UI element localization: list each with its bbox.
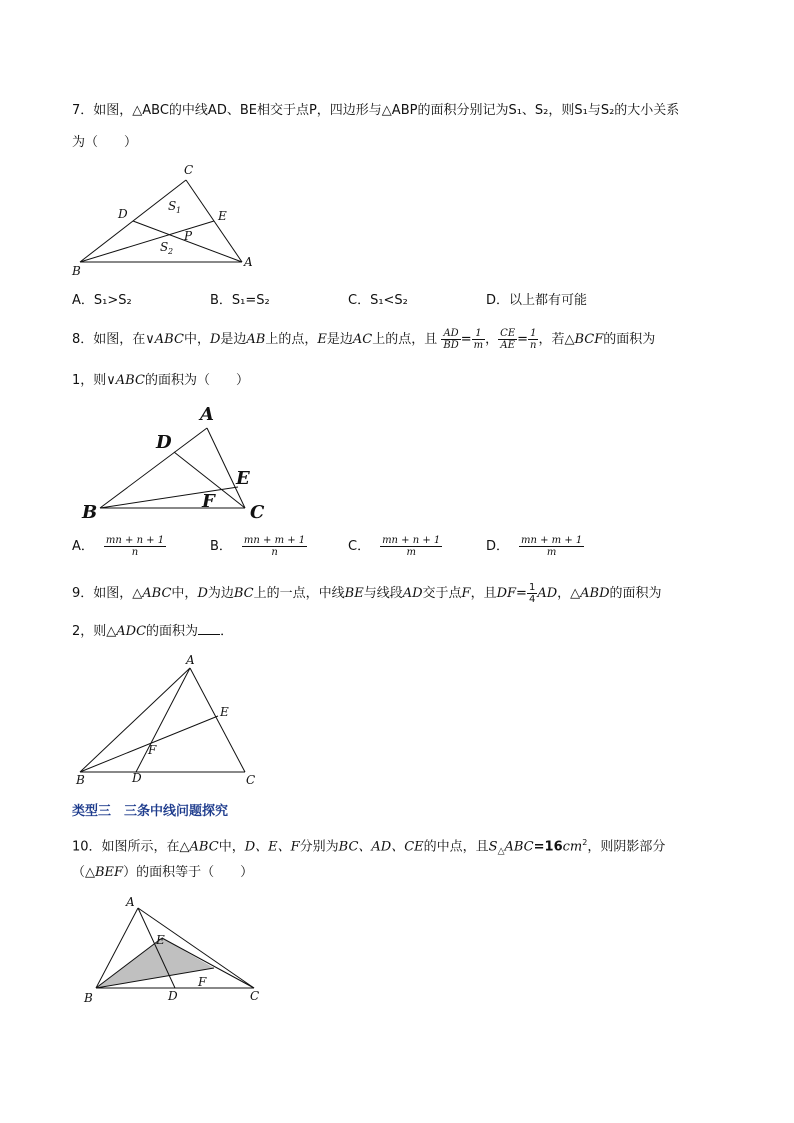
q9-answer-blank[interactable] [198, 622, 220, 635]
q8-label-b: B [82, 502, 98, 523]
q7-label-d: D [118, 207, 128, 221]
q8-math-ab: AB [246, 332, 266, 347]
q9-figure [68, 648, 278, 788]
q7-stem-line2: 为（ ） [72, 135, 138, 150]
q7-label-s1: S [168, 199, 177, 213]
q8-math-bcf: BCF [574, 332, 604, 347]
q9-stem-line2: 2，则△ADC的面积为 ． [72, 624, 234, 639]
q9-segment-ad [136, 668, 190, 772]
q8-cevian-be [100, 487, 238, 508]
q9-stem-line1: 9．如图，△ABC中，D为边BC上的一点，中线BE与线段AD交于点F，且DF= $\frac{1}{4}$ AD，△ABD的面积为 [72, 582, 662, 605]
q8-fraction-1-m: $\frac{1}{m}$ [473, 328, 484, 351]
q8-math-tri: ∨ABC [145, 332, 184, 347]
q8-label-d: D [156, 432, 172, 453]
q9-label-c: C [246, 773, 256, 787]
q8-text-mid7: 的面积为 [603, 332, 656, 347]
q8-eq1: = [460, 332, 472, 347]
q9-side-ba [80, 668, 190, 772]
q10-stem-line2: （△BEF）的面积等于（ ） [72, 865, 254, 880]
q8-figure [70, 400, 290, 528]
q8-option-b[interactable]: B． $\frac{mn + m + 1}{n}$ [210, 535, 306, 558]
q8-label-a: A [200, 404, 214, 425]
q8-eq2: = [517, 332, 529, 347]
q7-option-a[interactable]: A．S₁>S₂ [72, 293, 132, 308]
q7-label-a: A [244, 255, 253, 269]
q9-label-e: E [220, 705, 229, 719]
q7-label-c: C [184, 163, 194, 177]
q7-label-p: P [184, 229, 193, 243]
q8-stem-line1 [72, 328, 655, 352]
q8-fraction-1-n: $\frac{1}{n}$ [530, 328, 537, 351]
q8-line2-pre: 1，则 [72, 373, 107, 388]
q8-math-ac: AC [352, 332, 373, 347]
q7-option-c[interactable]: C．S₁<S₂ [348, 293, 408, 308]
section-heading: 类型三 三条中线问题探究 [72, 804, 229, 819]
q9-label-f: F [148, 743, 157, 757]
q8-fraction-ad-bd: $\frac{AD}{BD}$ [443, 328, 459, 351]
q10-label-c: C [250, 989, 260, 1003]
q9-side-ac [190, 668, 245, 772]
q8-comma: ， [485, 332, 499, 347]
q8-text-mid1: 中， [183, 332, 210, 347]
q8-text-mid5: 上的点，且 [372, 332, 438, 347]
q8-text-mid3: 上的点， [265, 332, 318, 347]
q7-median-be [80, 221, 214, 262]
q10-label-d: D [168, 989, 178, 1003]
q8-fraction-ce-ae: $\frac{CE}{AE}$ [500, 328, 516, 351]
q7-option-d[interactable]: D．以上都有可能 [486, 293, 588, 308]
q7-label-s1-sub: 1 [176, 206, 182, 215]
q8-side-ba [100, 428, 207, 508]
q10-label-f: F [198, 975, 207, 989]
q8-math-tri2: ∨ABC [106, 373, 145, 388]
q7-label-e: E [218, 209, 227, 223]
q7-label-s2-sub: 2 [168, 247, 174, 256]
q9-label-b: B [76, 773, 85, 787]
q9-label-a: A [186, 653, 195, 667]
q8-math-d: D [209, 332, 221, 347]
q8-label-e: E [236, 468, 250, 489]
q10-label-a: A [126, 895, 135, 909]
q10-label-e: E [156, 933, 165, 947]
q10-stem-line1: 10．如图所示，在△ABC中，D、E、F分别为BC、AD、CE的中点，且$S_\triangle ABC=16cm^2$，则阴影部分 [72, 838, 666, 857]
q7-label-s2: S [160, 240, 169, 254]
q8-line2-post: 的面积为（ ） [144, 373, 249, 388]
q8-math-e: E [317, 332, 327, 347]
q8-stem-line2 [72, 372, 249, 390]
q7-option-b[interactable]: B．S₁=S₂ [210, 293, 270, 308]
q7-figure [60, 158, 280, 278]
q8-label-c: C [250, 502, 265, 523]
q9-fraction-1-4: $\frac{1}{4}$ [528, 582, 536, 605]
q8-option-a[interactable]: A． $\frac{mn + n + 1}{n}$ [72, 535, 165, 558]
q8-option-c[interactable]: C． $\frac{mn + n + 1}{m}$ [348, 535, 441, 558]
q8-text-mid6: ，若△ [538, 332, 575, 347]
q8-text-mid4: 是边 [326, 332, 353, 347]
q7-label-b: B [72, 264, 81, 278]
q10-figure [76, 890, 286, 1010]
q8-option-d[interactable]: D． $\frac{mn + m + 1}{m}$ [486, 535, 583, 558]
q8-text-pre: 8．如图，在 [72, 332, 146, 347]
q7-stem-line1: 7．如图，△ABC的中线AD、BE相交于点P，四边形与△ABP的面积分别记为S₁、S₂，则S₁与S₂的大小关系 [72, 103, 680, 118]
q9-label-d: D [132, 771, 142, 785]
q10-label-b: B [84, 991, 93, 1005]
q8-label-f: F [202, 491, 215, 512]
q8-text-mid2: 是边 [220, 332, 247, 347]
